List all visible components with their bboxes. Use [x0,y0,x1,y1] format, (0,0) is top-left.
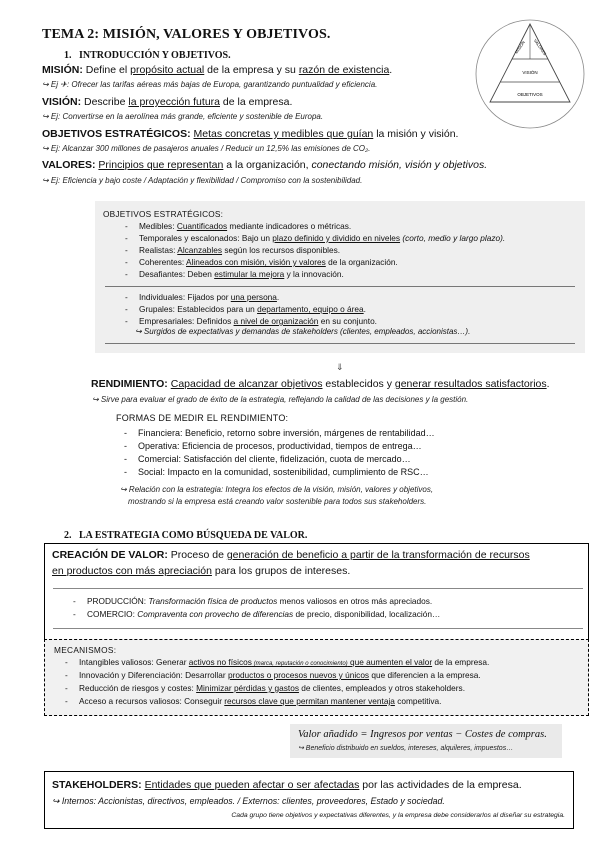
list-item: - Grupales: Establecidos para un departamento, equipo o área. [125,304,366,314]
section1-heading [64,49,231,62]
valor-note: ↪ Beneficio distribuido en sueldos, intereses, alquileres, impuestos… [298,745,514,752]
list-item: - COMERCIO: Compraventa con provecho de diferencias de precio, disponibilidad, localización… [73,609,441,619]
def-valores-example: ↪ Ej: Eficiencia y bajo coste / Adaptación y flexibilidad / Compromiso con la sostenibilidad. [42,176,363,185]
objetivos-box [95,201,585,353]
def-vision-example: ↪ Ej: Convertirse en la aerolínea más grande, eficiente y sostenible de Europa. [42,112,324,121]
section1-title: INTRODUCCIÓN Y OBJETIVOS. [79,50,231,61]
mecanismos-title: MECANISMOS: [54,645,117,655]
rendimiento-definition: RENDIMIENTO: Capacidad de alcanzar objetivos establecidos y generar resultados satisfactorios. [91,378,550,390]
list-item: - Desafiantes: Deben estimular la mejora y la innovación. [125,269,344,279]
arrow-down-icon: ⇓ [336,362,344,372]
list-item: - Operativa: Eficiencia de procesos, productividad, tiempos de entrega… [124,441,422,451]
list-item: - Innovación y Diferenciación: Desarrollar productos o procesos nuevos y únicos que diferencien a la empresa. [65,670,481,680]
objetivos-box-title: OBJETIVOS ESTRATÉGICOS: [103,209,224,219]
relacion-estrategia: ↪ Relación con la estrategia: Integra los efectos de la visión, misión, valores y objetivos, [120,485,434,494]
list-item: - Empresariales: Definidos a nivel de organización en su conjunto. [125,316,377,326]
list-item: - Acceso a recursos valiosos: Conseguir recursos clave que permitan mantener ventaja competitiva. [65,696,442,706]
pyramid-middle: VISIÓN [522,70,538,75]
pyramid-top-a: MISIÓN [513,39,526,55]
page-title: TEMA 2: MISIÓN, VALORES Y OBJETIVOS. [42,27,331,42]
divider [105,286,575,287]
creacion-definition-1: CREACIÓN DE VALOR: Proceso de generación de beneficio a partir de la transformación de recursos [52,549,530,561]
pyramid-diagram [474,18,586,130]
stakeholders-note: Cada grupo tiene objetivos y expectativas diferentes, y la empresa debe considerarlos al diseñar su estrategia. [231,812,565,819]
valor-formula: Valor añadido = Ingresos por ventas − Costes de compras. [298,729,547,740]
list-item: - Reducción de riesgos y costes: Minimizar pérdidas y gastos de clientes, empleados y otros stakeholders. [65,683,465,693]
stakeholders-note: ↪ Surgidos de expectativas y demandas de stakeholders (clientes, empleados, accionistas…). [135,327,471,336]
rendimiento-note: ↪ Sirve para evaluar el grado de éxito de la estrategia, reflejando la calidad de las decisiones y la gestión. [92,395,469,404]
list-item: - PRODUCCIÓN: Transformación física de productos menos valiosos en otros más apreciados. [73,596,433,606]
def-vision: VISIÓN: Describe la proyección futura de la empresa. [42,96,293,108]
pyramid-bottom: OBJETIVOS [517,92,543,97]
pyramid-top-b: VALORES [532,38,548,57]
list-item: - Financiera: Beneficio, retorno sobre inversión, márgenes de rentabilidad… [124,428,435,438]
formas-title: FORMAS DE MEDIR EL RENDIMIENTO: [116,413,289,423]
section2-num: 2. [64,530,72,541]
stakeholders-types: ↪ Internos: Accionistas, directivos, empleados. / Externos: clientes, proveedores, Estado y sociedad. [52,796,445,806]
section2-title: LA ESTRATEGIA COMO BÚSQUEDA DE VALOR. [79,530,308,541]
divider [53,628,583,629]
stakeholders-box [44,771,574,829]
list-item: - Intangibles valiosos: Generar activos no físicos (marca, reputación o conocimiento) que aumenten el valor de la empresa. [65,657,490,667]
relacion-estrategia-2: mostrando si la empresa está creando valor sostenible para todos sus stakeholders. [128,497,427,506]
list-item: - Temporales y escalonados: Bajo un plazo definido y dividido en niveles (corto, medio y largo plazo). [125,233,506,243]
stakeholders-definition: STAKEHOLDERS: Entidades que pueden afectar o ser afectadas por las actividades de la empresa. [52,779,522,791]
list-item: - Coherentes: Alineados con misión, visión y valores de la organización. [125,257,398,267]
def-mision-example: ↪ Ej ✈: Ofrecer las tarifas aéreas más bajas de Europa, garantizando puntualidad y eficiencia. [42,80,378,89]
creacion-valor-box [44,543,589,639]
def-objetivos: OBJETIVOS ESTRATÉGICOS: Metas concretas y medibles que guían la misión y visión. [42,128,459,140]
def-mision: MISIÓN: Define el propósito actual de la empresa y su razón de existencia. [42,64,393,76]
divider [53,588,583,589]
creacion-definition-2: en productos con más apreciación para los grupos de intereses. [52,565,351,577]
list-item: - Medibles: Cuantificados mediante indicadores o métricas. [125,221,352,231]
list-item: - Individuales: Fijados por una persona. [125,292,280,302]
divider [105,343,575,344]
mecanismos-box [44,639,589,716]
list-item: - Comercial: Satisfacción del cliente, fidelización, cuota de mercado… [124,454,411,464]
valor-anadido-box [290,724,562,758]
list-item: - Social: Impacto en la comunidad, sostenibilidad, cumplimiento de RSC… [124,467,429,477]
list-item: - Realistas: Alcanzables según los recursos disponibles. [125,245,341,255]
section1-num: 1. [64,50,72,61]
def-objetivos-example: ↪ Ej: Alcanzar 300 millones de pasajeros anuales / Reducir un 12,5% las emisiones de CO₂. [42,144,371,153]
def-valores: VALORES: Principios que representan a la organización, conectando misión, visión y objetivos. [42,159,488,171]
section2-heading [64,529,307,542]
